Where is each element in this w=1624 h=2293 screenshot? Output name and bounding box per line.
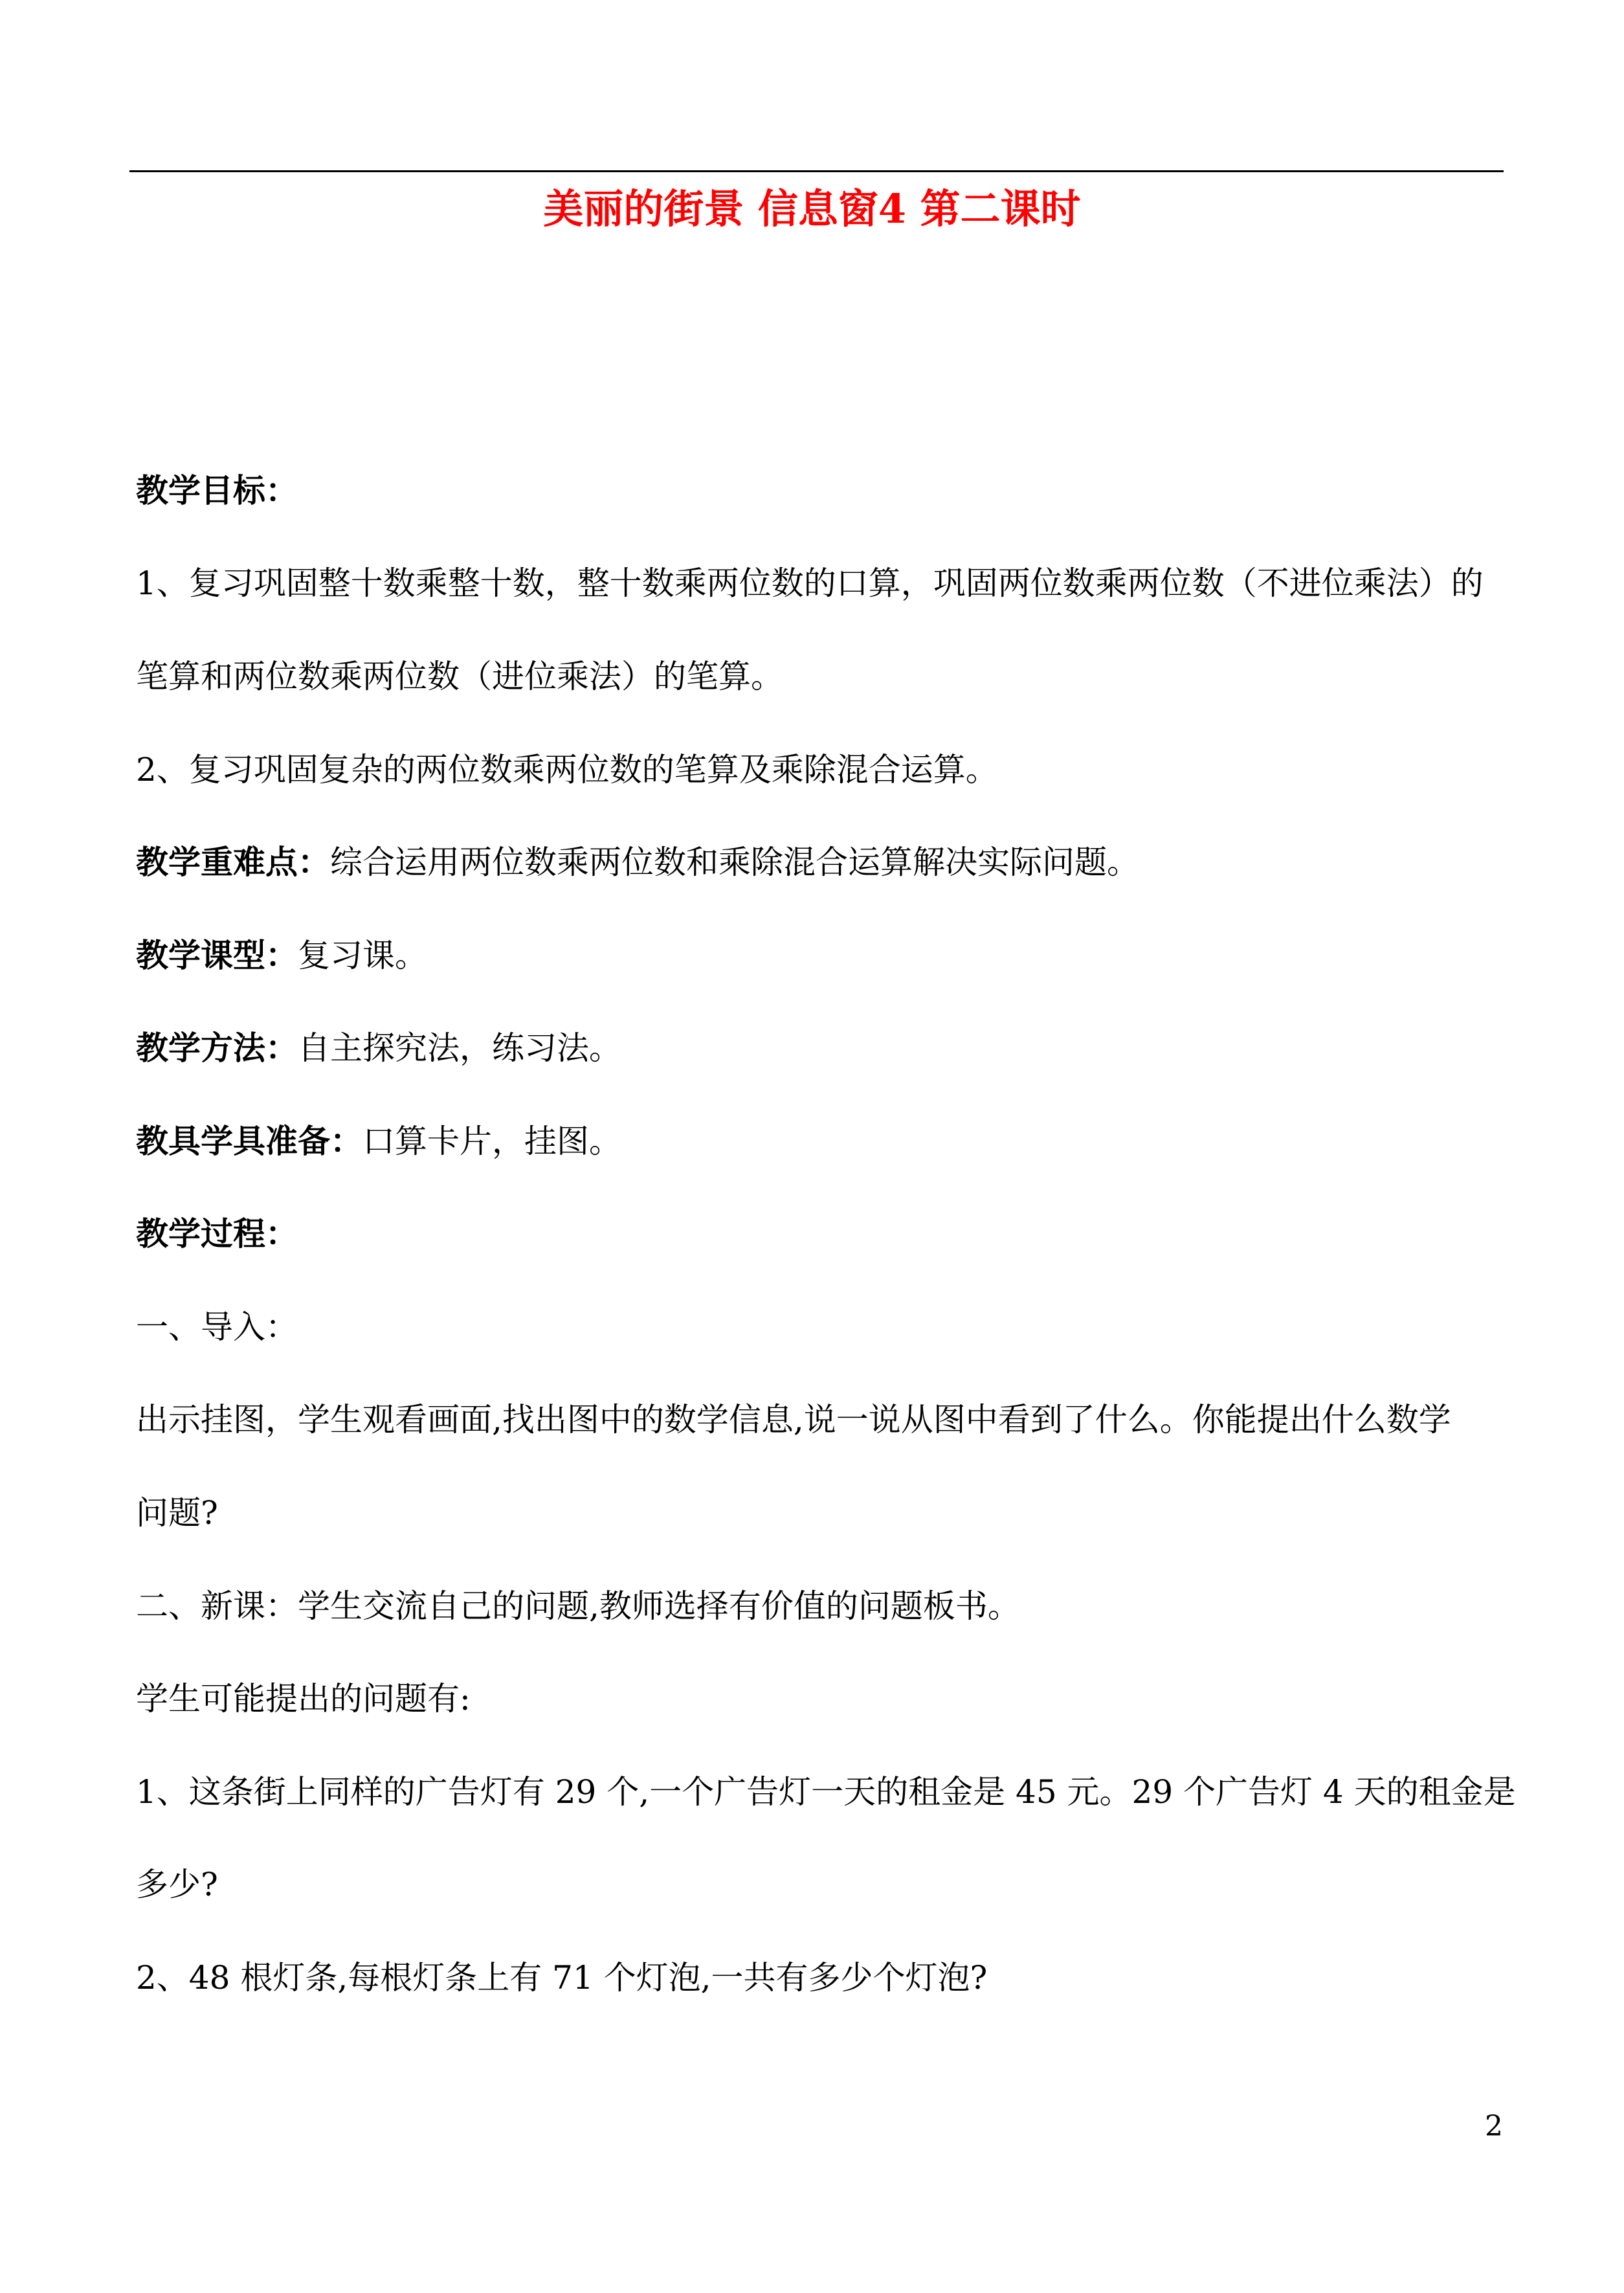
line-text: 学生可能提出的问题有: bbox=[136, 1680, 471, 1717]
line-label: 教学课型： bbox=[136, 936, 298, 974]
line-text: 复习课。 bbox=[298, 937, 427, 974]
paragraph-line bbox=[136, 744, 998, 796]
line-text: 1、这条街上同样的广告灯有 29 个,一个广告灯一天的租金是 45 元。29 个广告灯 4 天的租金是 bbox=[136, 1773, 1516, 1811]
line-text: 多少? bbox=[136, 1866, 218, 1903]
paragraph-line bbox=[136, 557, 1484, 609]
line-text: 综合运用两位数乘两位数和乘除混合运算解决实际问题。 bbox=[330, 844, 1139, 881]
line-label: 教学过程： bbox=[136, 1214, 298, 1253]
line-text: 口算卡片，挂图。 bbox=[362, 1123, 621, 1160]
section-heading-process bbox=[136, 1208, 298, 1260]
paragraph-line bbox=[136, 1580, 1020, 1632]
paragraph-line bbox=[136, 1301, 298, 1353]
line-text: 问题? bbox=[136, 1494, 218, 1532]
line-label: 教具学具准备： bbox=[136, 1122, 362, 1160]
line-text: 二、新课：学生交流自己的问题,教师选择有价值的问题板书。 bbox=[136, 1587, 1020, 1625]
line-label: 教学重难点： bbox=[136, 843, 330, 881]
line-label: 教学目标： bbox=[136, 471, 298, 509]
line-text: 一、导入： bbox=[136, 1308, 298, 1346]
paragraph-line bbox=[136, 1394, 1451, 1446]
paragraph-line bbox=[136, 1952, 987, 2004]
paragraph-line bbox=[136, 1673, 471, 1725]
paragraph-line bbox=[136, 1766, 1516, 1818]
line-label: 教学方法： bbox=[136, 1029, 298, 1067]
line-text: 笔算和两位数乘两位数（进位乘法）的笔算。 bbox=[136, 658, 783, 695]
teaching-method-line bbox=[136, 1022, 621, 1074]
page-title: 美丽的街景 信息窗4 第二课时 bbox=[543, 185, 1081, 232]
line-text: 自主探究法，练习法。 bbox=[298, 1029, 621, 1067]
key-difficulty-line bbox=[136, 836, 1139, 888]
teaching-aids-line bbox=[136, 1115, 621, 1167]
line-text: 1、复习巩固整十数乘整十数，整十数乘两位数的口算，巩固两位数乘两位数（不进位乘法）的 bbox=[136, 565, 1484, 602]
header-rule bbox=[129, 170, 1504, 172]
line-text: 出示挂图，学生观看画面,找出图中的数学信息,说一说从图中看到了什么。你能提出什么数学 bbox=[136, 1401, 1451, 1438]
paragraph-line bbox=[136, 1487, 218, 1539]
lesson-type-line bbox=[136, 930, 427, 981]
line-text: 2、复习巩固复杂的两位数乘两位数的笔算及乘除混合运算。 bbox=[136, 751, 998, 789]
page-number: 2 bbox=[1485, 2110, 1503, 2143]
line-text: 2、48 根灯条,每根灯条上有 71 个灯泡,一共有多少个灯泡? bbox=[136, 1959, 988, 1997]
paragraph-line bbox=[136, 1859, 218, 1910]
paragraph-line bbox=[136, 651, 783, 702]
section-heading-objectives bbox=[136, 465, 298, 517]
